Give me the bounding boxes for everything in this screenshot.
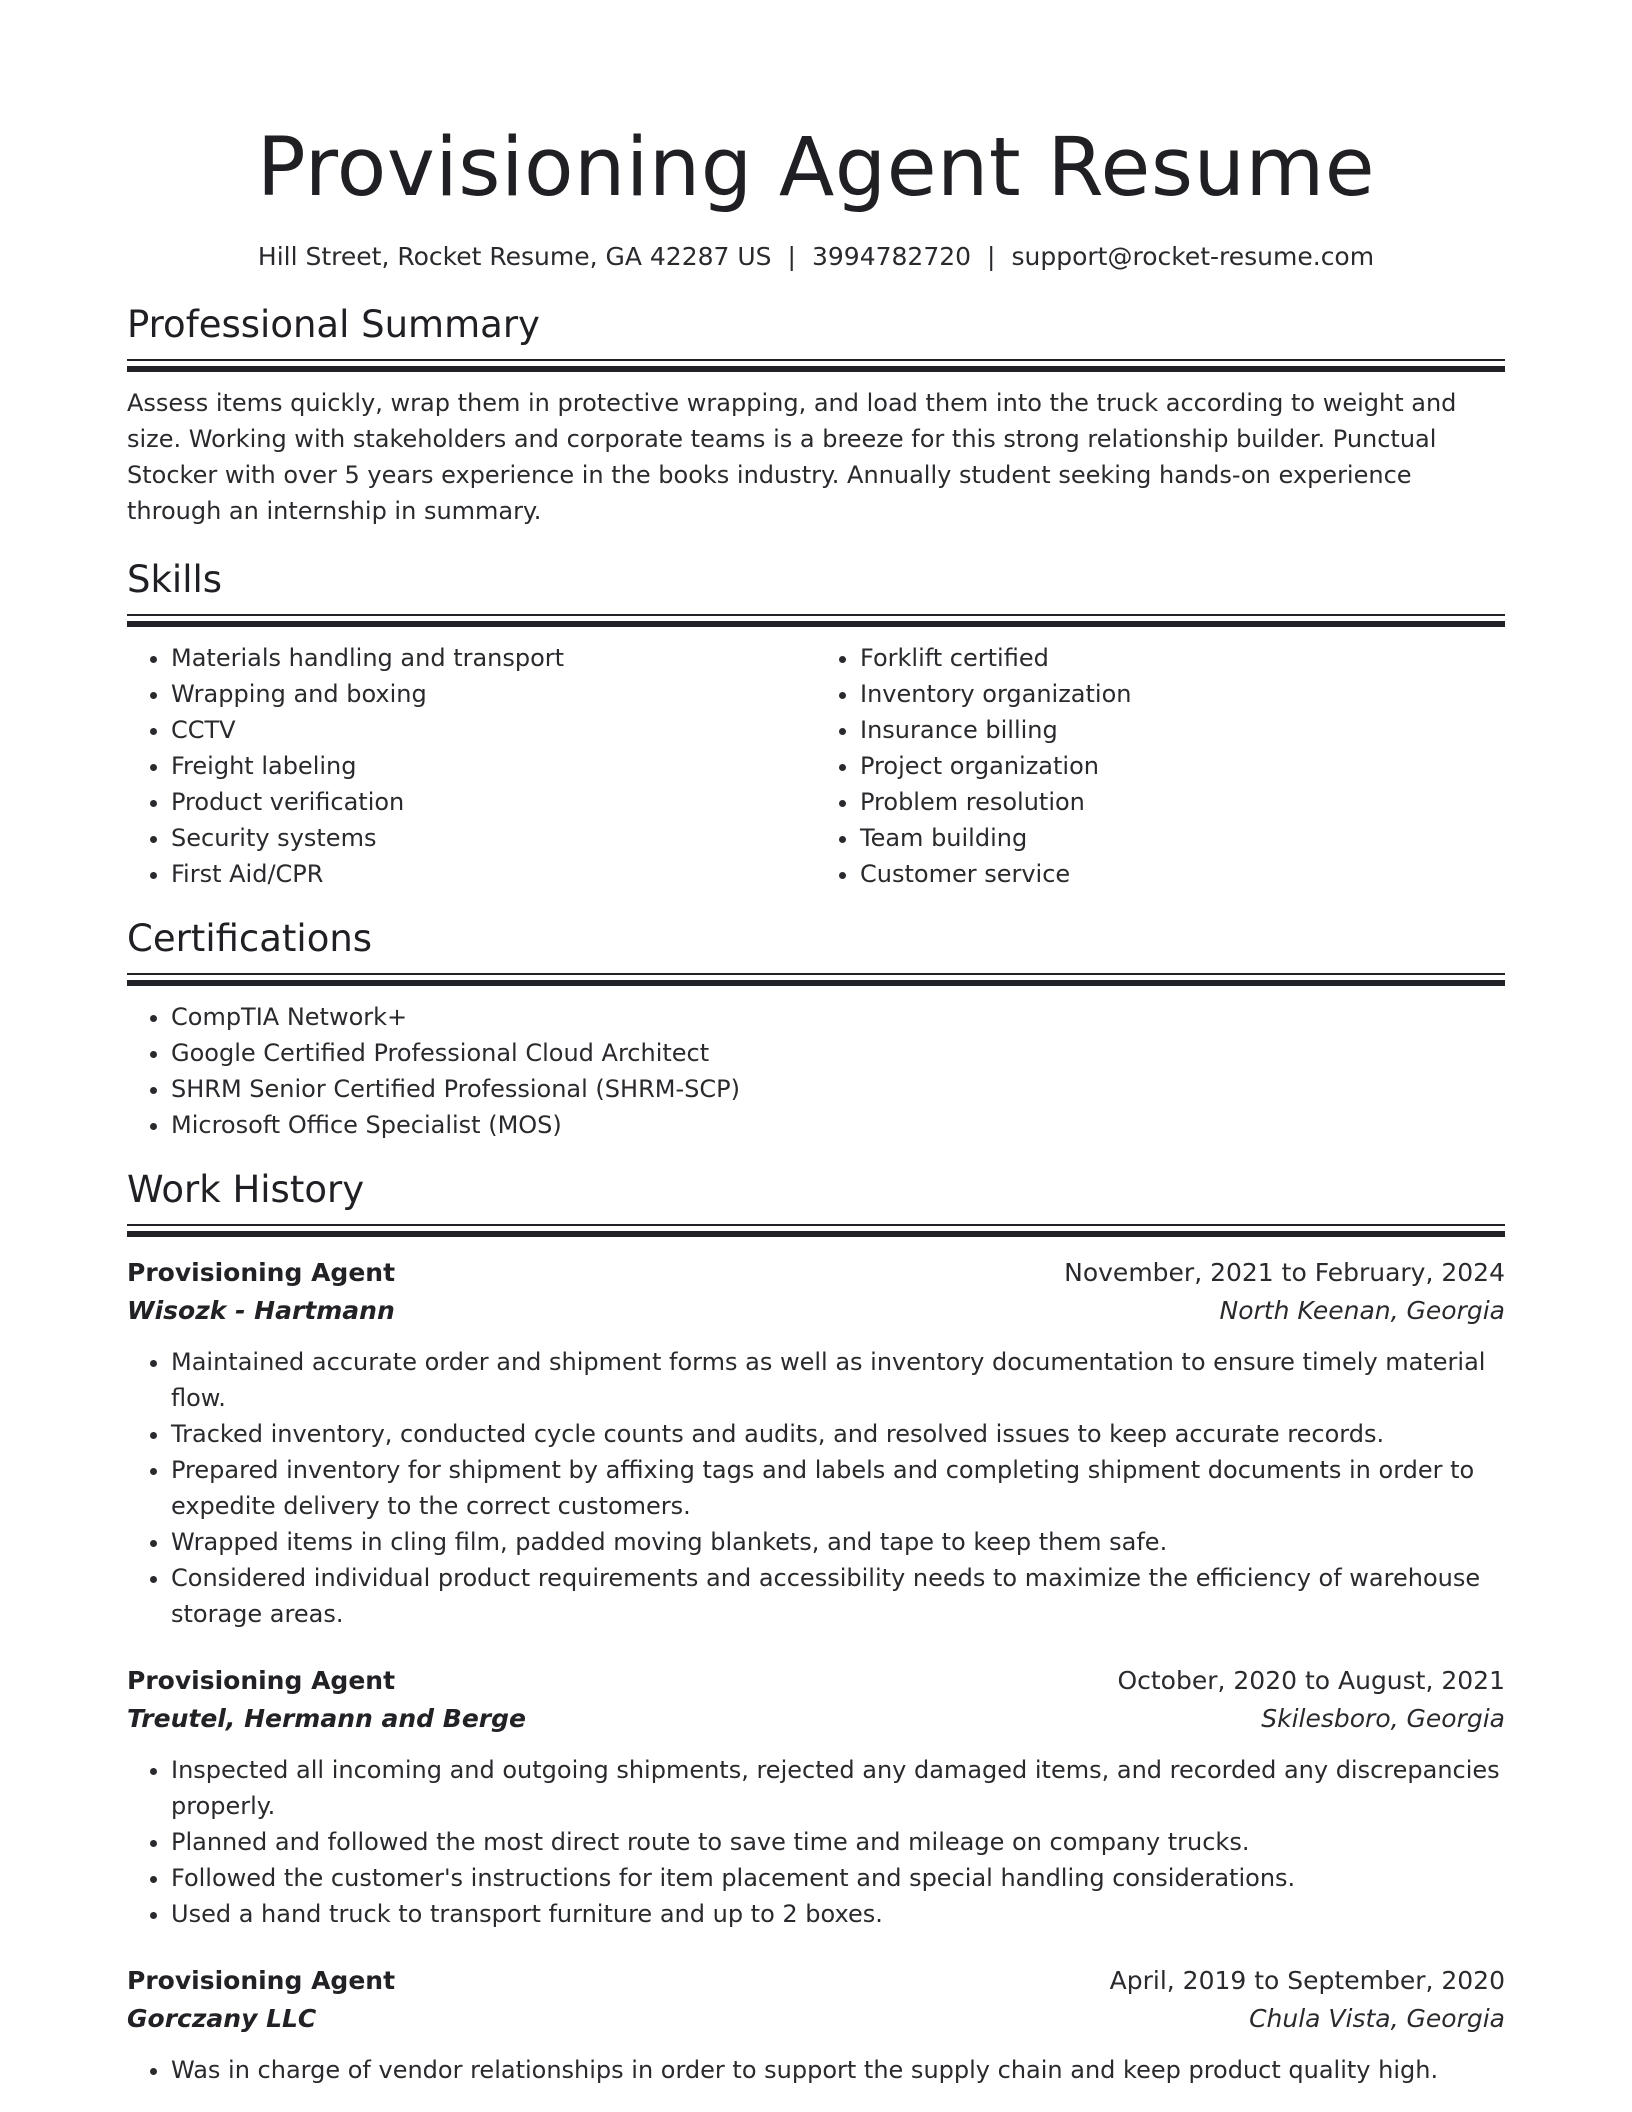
section-divider — [127, 1224, 1505, 1236]
job-bullet: • Prepared inventory for shipment by affixing tags and labels and completing shipment documents in order to expedite delivery to the correct customers. — [171, 1452, 1505, 1524]
job-bullet: • Tracked inventory, conducted cycle counts and audits, and resolved issues to keep accurate records. — [171, 1416, 1505, 1452]
section-divider — [127, 973, 1505, 985]
skills-heading: Skills — [127, 558, 223, 601]
skill-item: • Project organization — [860, 748, 1505, 784]
certification-item: • Google Certified Professional Cloud Architect — [171, 1035, 1505, 1071]
skills-right-list — [816, 640, 1505, 892]
job-bullet: • Considered individual product requirements and accessibility needs to maximize the efficiency of warehouse storage areas. — [171, 1560, 1505, 1632]
job-bullet: • Maintained accurate order and shipment forms as well as inventory documentation to ensure timely material flow. — [171, 1344, 1505, 1416]
job-dates: October, 2020 to August, 2021 — [1117, 1666, 1505, 1695]
skill-item: • Freight labeling — [171, 748, 816, 784]
job-company: Treutel, Hermann and Berge — [127, 1704, 526, 1733]
job-header-row — [127, 1962, 1505, 2000]
job-header-row — [127, 1254, 1505, 1292]
certification-item: • CompTIA Network+ — [171, 999, 1505, 1035]
job-dates: November, 2021 to February, 2024 — [1064, 1258, 1505, 1287]
summary-text: Assess items quickly, wrap them in protective wrapping, and load them into the truck according to weight and size. Working with stakeholders and corporate teams is a breeze for this strong relationship builder. Punctual Stocker with over 5 years experience in the books industry. Annually student seeking hands-on experience through an internship in summary. — [127, 389, 1457, 525]
contact-address: Hill Street, Rocket Resume, GA 42287 US — [257, 242, 772, 271]
job-company-row — [127, 2000, 1505, 2038]
job-location: North Keenan, Georgia — [1219, 1296, 1505, 1325]
job-bullet: • Wrapped items in cling film, padded moving blankets, and tape to keep them safe. — [171, 1524, 1505, 1560]
skill-item: • Forklift certified — [860, 640, 1505, 676]
job-location: Skilesboro, Georgia — [1261, 1704, 1505, 1733]
skill-item: • Materials handling and transport — [171, 640, 816, 676]
skill-item: • Team building — [860, 820, 1505, 856]
contact-separator: | — [787, 242, 796, 271]
skill-item: • Wrapping and boxing — [171, 676, 816, 712]
skill-item: • CCTV — [171, 712, 816, 748]
skill-item: • Customer service — [860, 856, 1505, 892]
skill-item: • Product verification — [171, 784, 816, 820]
job-company-row — [127, 1292, 1505, 1330]
job-title: Provisioning Agent — [127, 1966, 396, 1995]
skill-item: • First Aid/CPR — [171, 856, 816, 892]
summary-heading: Professional Summary — [127, 303, 540, 346]
skills-section — [127, 557, 1505, 892]
skill-item: • Insurance billing — [860, 712, 1505, 748]
job-entry — [127, 1662, 1505, 1932]
skill-item: • Problem resolution — [860, 784, 1505, 820]
job-entry — [127, 1962, 1505, 2088]
job-bullets — [127, 2052, 1505, 2088]
job-title: Provisioning Agent — [127, 1666, 396, 1695]
job-bullet: • Planned and followed the most direct route to save time and mileage on company trucks. — [171, 1824, 1505, 1860]
job-bullets — [127, 1752, 1505, 1932]
job-header-row — [127, 1662, 1505, 1700]
contact-line — [127, 240, 1505, 274]
job-company-row — [127, 1700, 1505, 1738]
certification-item: • SHRM Senior Certified Professional (SHRM-SCP) — [171, 1071, 1505, 1107]
certifications-section — [127, 916, 1505, 1143]
skills-columns — [127, 640, 1505, 892]
certification-item: • Microsoft Office Specialist (MOS) — [171, 1107, 1505, 1143]
work-section — [127, 1167, 1505, 2088]
certifications-list — [127, 999, 1505, 1143]
job-bullet: • Followed the customer's instructions for item placement and special handling considerations. — [171, 1860, 1505, 1896]
job-bullets — [127, 1344, 1505, 1632]
skill-item: • Security systems — [171, 820, 816, 856]
skills-left-list — [127, 640, 816, 892]
certifications-heading: Certifications — [127, 917, 373, 960]
page-title: Provisioning Agent Resume — [256, 121, 1376, 215]
section-divider — [127, 614, 1505, 626]
job-bullet: • Was in charge of vendor relationships in order to support the supply chain and keep product quality high. — [171, 2052, 1505, 2088]
contact-separator: | — [987, 242, 996, 271]
job-location: Chula Vista, Georgia — [1249, 2004, 1505, 2033]
job-bullet: • Inspected all incoming and outgoing shipments, rejected any damaged items, and recorded any discrepancies properly. — [171, 1752, 1505, 1824]
skill-item: • Inventory organization — [860, 676, 1505, 712]
summary-section — [127, 302, 1505, 529]
contact-email: support@rocket-resume.com — [1011, 242, 1375, 271]
work-heading: Work History — [127, 1168, 365, 1211]
job-dates: April, 2019 to September, 2020 — [1109, 1966, 1505, 1995]
job-title: Provisioning Agent — [127, 1258, 396, 1287]
section-divider — [127, 359, 1505, 371]
job-company: Wisozk - Hartmann — [127, 1296, 395, 1325]
job-entry — [127, 1254, 1505, 1632]
job-bullet: • Used a hand truck to transport furniture and up to 2 boxes. — [171, 1896, 1505, 1932]
contact-phone: 3994782720 — [811, 242, 972, 271]
job-company: Gorczany LLC — [127, 2004, 317, 2033]
